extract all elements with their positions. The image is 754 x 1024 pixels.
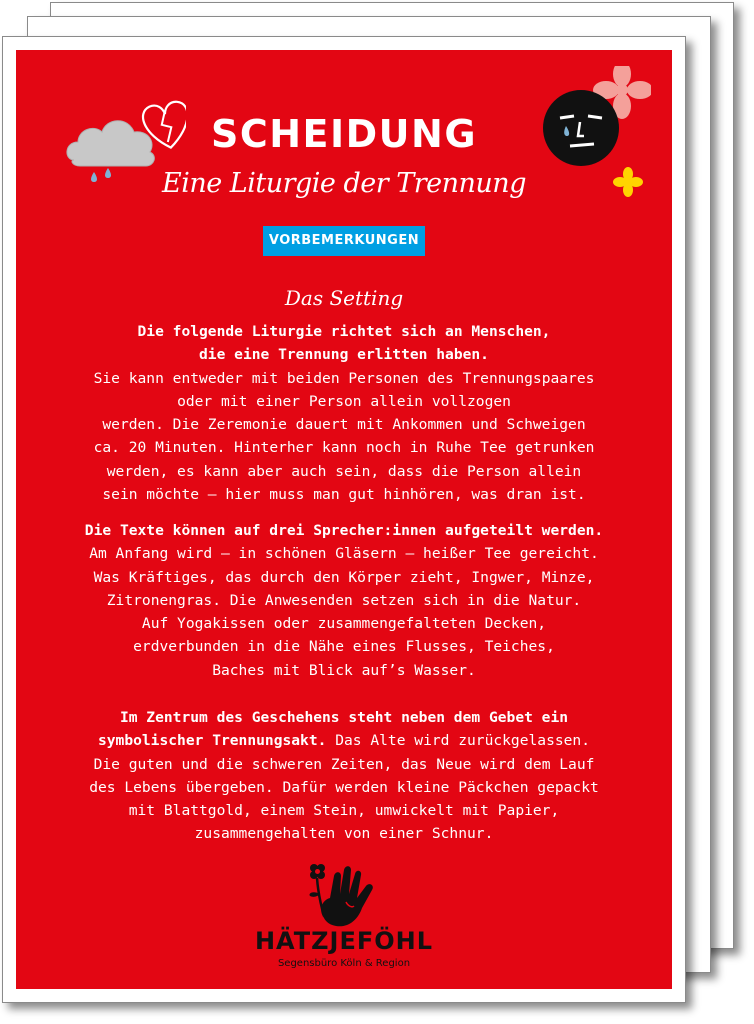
- paragraph-speakers: [16, 519, 672, 682]
- section-heading: Das Setting: [284, 286, 404, 310]
- text-line: Im Zentrum des Geschehens steht neben dem Gebet ein: [119, 709, 569, 726]
- text-line: Was Kräftiges, das durch den Körper zieht, Ingwer, Minze,: [93, 568, 595, 586]
- front-sheet: [2, 36, 686, 1003]
- text-line: mit Blattgold, einem Stein, umwickelt mit Papier,: [128, 802, 560, 820]
- text-line: die eine Trennung erlitten haben.: [199, 346, 489, 364]
- text-line: Auf Yogakissen oder zusammengefalteten Decken,: [141, 615, 547, 633]
- page-subtitle: Eine Liturgie der Trennung: [162, 168, 526, 199]
- paragraph-ritual: [16, 706, 672, 846]
- text-line: werden, es kann aber auch sein, dass die Person allein: [106, 462, 582, 480]
- logo-wordmark: HÄTZJEFÖHL: [254, 927, 434, 955]
- poster: [16, 50, 672, 989]
- section-badge: VORBEMERKUNGEN: [263, 226, 425, 256]
- text-line: Die folgende Liturgie richtet sich an Menschen,: [137, 323, 551, 340]
- paragraph-setting: [16, 320, 672, 506]
- text-line: Die guten und die schweren Zeiten, das Neue wird dem Lauf: [93, 755, 595, 773]
- logo-tagline: Segensbüro Köln & Region: [277, 958, 411, 969]
- text-line: Die Texte können auf drei Sprecher:innen aufgeteilt werden.: [84, 522, 604, 539]
- text-line: oder mit einer Person allein vollzogen: [177, 392, 511, 410]
- page-title: SCHEIDUNG: [210, 112, 478, 156]
- text-line: Baches mit Blick auf’s Wasser.: [212, 661, 476, 679]
- text-line: werden. Die Zeremonie dauert mit Ankommen und Schweigen: [102, 416, 586, 434]
- text-line: zusammengehalten von einer Schnur.: [194, 825, 494, 843]
- text-fragment: symbolischer Trennungsakt.: [97, 732, 327, 750]
- text-line: ca. 20 Minuten. Hinterher kann noch in Ruhe Tee getrunken: [93, 439, 595, 457]
- text-line: Zitronengras. Die Anwesenden setzen sich in die Natur.: [106, 591, 582, 609]
- text-line: sein möchte – hier muss man gut hinhören, was dran ist.: [102, 486, 586, 504]
- text-line: erdverbunden in die Nähe eines Flusses, Teiches,: [133, 638, 555, 656]
- text-line: Sie kann entweder mit beiden Personen des Trennungspaares: [93, 369, 595, 387]
- hand-flower-logo-icon: [304, 860, 384, 932]
- text-fragment: Das Alte wird zurückgelassen.: [326, 732, 591, 750]
- text-line: Am Anfang wird – in schönen Gläsern – heißer Tee gereicht.: [89, 545, 599, 563]
- text-line: des Lebens übergeben. Dafür werden kleine Päckchen gepackt: [89, 778, 599, 796]
